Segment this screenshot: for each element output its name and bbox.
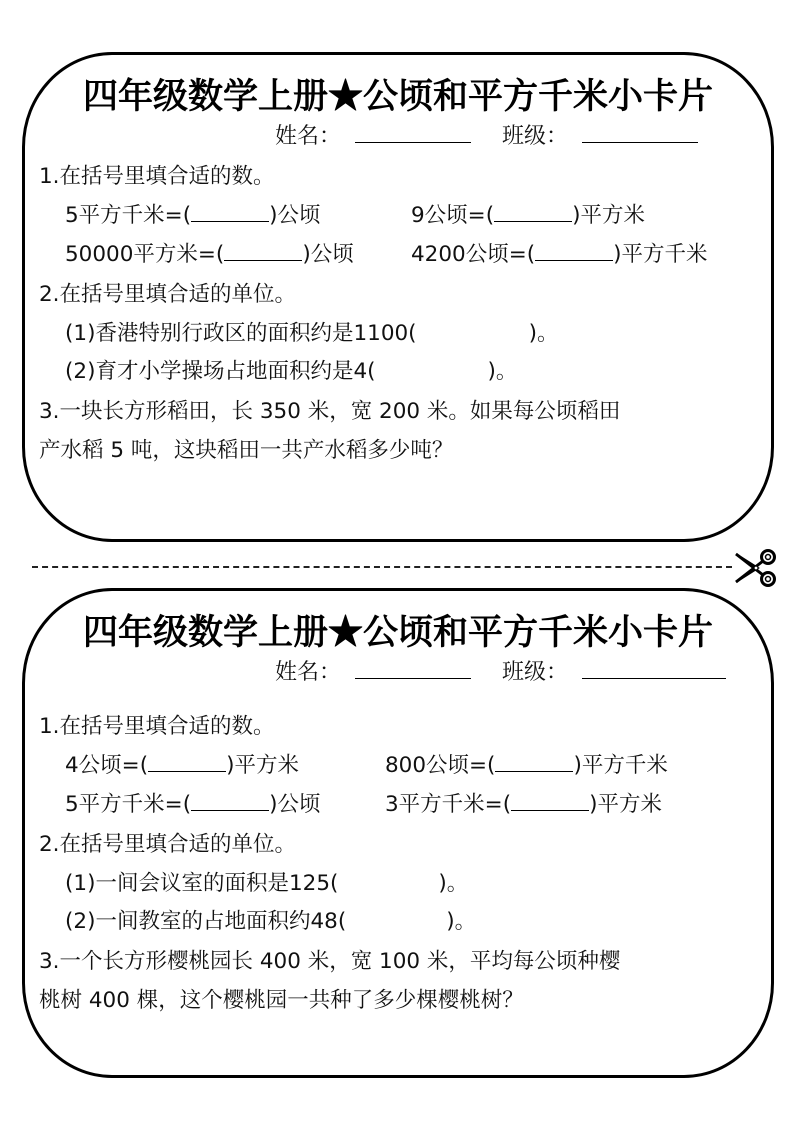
q1-heading: 1.在括号里填合适的数。 xyxy=(39,164,275,189)
name-label: 姓名： xyxy=(275,660,342,685)
answer-blank[interactable] xyxy=(148,753,226,772)
class-field[interactable] xyxy=(582,120,698,143)
answer-blank[interactable] xyxy=(191,792,269,811)
name-class-row xyxy=(275,119,704,150)
scissors-icon xyxy=(732,548,778,588)
name-label: 姓名： xyxy=(275,124,342,149)
q3-line-1: 3.一个长方形樱桃园长 400 米，宽 100 米，平均每公顷种樱 xyxy=(39,949,621,974)
answer-blank[interactable] xyxy=(494,203,572,222)
q1-item-1: 4公顷=( )平方米 xyxy=(65,753,299,778)
q2-item-2: (2)育才小学操场占地面积约是4( )。 xyxy=(65,359,518,384)
q1-item-3: 5平方千米=( )公顷 xyxy=(65,792,321,817)
answer-blank[interactable] xyxy=(511,792,589,811)
answer-blank[interactable] xyxy=(191,203,269,222)
q1-item-3: 50000平方米=( )公顷 xyxy=(65,242,354,267)
q1-item-4: 4200公顷=( )平方千米 xyxy=(411,242,708,267)
worksheet-card-2 xyxy=(22,588,774,1078)
q1-item-2: 9公顷=( )平方米 xyxy=(411,203,645,228)
q2-item-2: (2)一间教室的占地面积约48( )。 xyxy=(65,909,477,934)
class-field[interactable] xyxy=(582,656,726,679)
class-label: 班级： xyxy=(502,660,569,685)
name-field[interactable] xyxy=(355,656,471,679)
answer-blank[interactable] xyxy=(495,753,573,772)
card-title: 四年级数学上册★公顷和平方千米小卡片 xyxy=(82,76,713,117)
worksheet-card-1 xyxy=(22,52,774,542)
q3-line-2: 桃树 400 棵，这个樱桃园一共种了多少棵樱桃树？ xyxy=(39,988,524,1013)
answer-blank[interactable] xyxy=(224,242,302,261)
q2-heading: 2.在括号里填合适的单位。 xyxy=(39,282,297,307)
q2-heading: 2.在括号里填合适的单位。 xyxy=(39,832,297,857)
card-title: 四年级数学上册★公顷和平方千米小卡片 xyxy=(82,612,713,653)
q3-line-1: 3.一块长方形稻田，长 350 米，宽 200 米。如果每公顷稻田 xyxy=(39,399,621,424)
cut-dashed-line xyxy=(32,566,732,568)
q3-line-2: 产水稻 5 吨，这块稻田一共产水稻多少吨？ xyxy=(39,438,454,463)
q2-item-1: (1)香港特别行政区的面积约是1100( )。 xyxy=(65,321,559,346)
q1-item-2: 800公顷=( )平方千米 xyxy=(385,753,668,778)
q2-item-1: (1)一间会议室的面积是125( )。 xyxy=(65,871,469,896)
name-field[interactable] xyxy=(355,120,471,143)
class-label: 班级： xyxy=(502,124,569,149)
answer-blank[interactable] xyxy=(535,242,613,261)
q1-item-4: 3平方千米=( )平方米 xyxy=(385,792,662,817)
q1-item-1: 5平方千米=( )公顷 xyxy=(65,203,321,228)
q1-heading: 1.在括号里填合适的数。 xyxy=(39,714,275,739)
name-class-row xyxy=(275,655,732,686)
